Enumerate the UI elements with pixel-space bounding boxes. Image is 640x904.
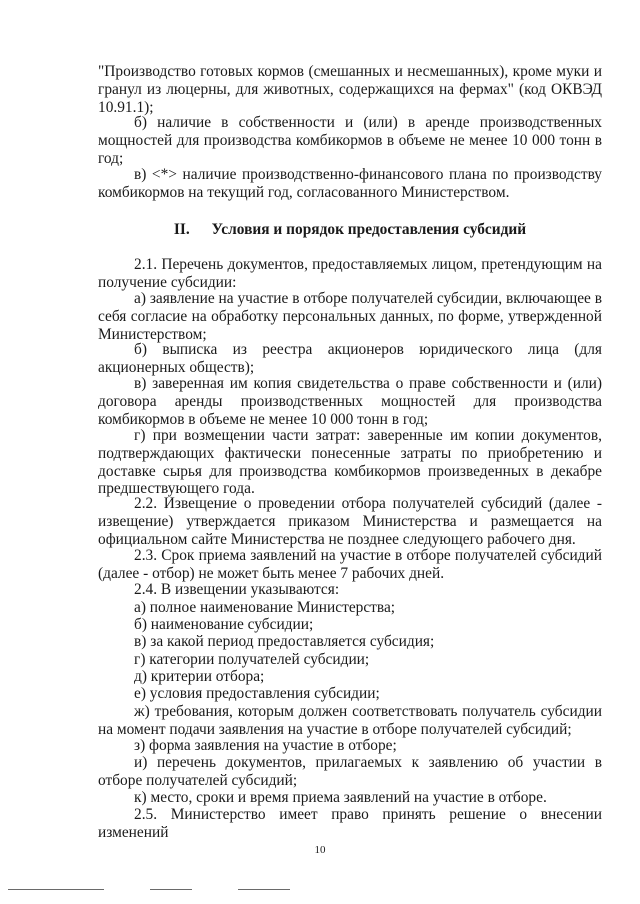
list-item-2-4-i: и) перечень документов, прилагаемых к заявлению об участии в отборе получателей субсидий;: [98, 754, 602, 789]
paragraph-criterion-v: в) <*> наличие производственно-финансового плана по производству комбикормов на текущий год, согласованного Министерством.: [98, 166, 602, 201]
list-item-2-4-k: к) место, сроки и время приема заявлений на участие в отборе.: [134, 789, 547, 806]
list-item-2-1-g: г) при возмещении части затрат: заверенные им копии документов, подтверждающих фактически понесенные затраты по приобретению и доставке сырья для производства комбикормов произведенных в декабре предшествующего года.: [98, 427, 602, 498]
list-item-2-4-g: г) категории получателей субсидии;: [134, 651, 370, 668]
list-item-2-4-z: з) форма заявления на участие в отборе;: [134, 737, 397, 754]
list-item-2-4-b: б) наименование субсидии;: [134, 616, 314, 633]
section-number: II.: [173, 221, 190, 238]
scan-edge-rule: [8, 889, 104, 890]
list-item-2-1-b: б) выписка из реестра акционеров юридического лица (для акционерных обществ);: [98, 341, 602, 376]
list-item-2-4-a: а) полное наименование Министерства;: [134, 599, 396, 616]
list-item-2-4-zh: ж) требования, которым должен соответствовать получатель субсидии на момент подачи заявления на участие в отборе получателей субсидий;: [98, 703, 602, 738]
list-item-2-4-v: в) за какой период предоставляется субсидия;: [134, 633, 435, 650]
paragraph-2-1: 2.1. Перечень документов, предоставляемых лицом, претендующим на получение субсидии:: [98, 256, 602, 291]
paragraph-2-2: 2.2. Извещение о проведении отбора получателей субсидий (далее - извещение) утверждается приказом Министерства и размещается на официальном сайте Министерства не позднее следующего рабочего дня.: [98, 495, 602, 548]
list-item-2-1-a: а) заявление на участие в отборе получателей субсидии, включающее в себя согласие на обработку персональных данных, по форме, утвержденной Министерством;: [98, 290, 602, 343]
section-title: Условия и порядок предоставления субсидий: [211, 221, 527, 238]
paragraph-okved-code: "Производство готовых кормов (смешанных и несмешанных), кроме муки и гранул из люцерны, для животных, содержащихся на фермах" (код ОКВЭД 10.91.1);: [98, 63, 602, 116]
paragraph-2-3: 2.3. Срок приема заявлений на участие в отборе получателей субсидий (далее - отбор) не может быть менее 7 рабочих дней.: [98, 547, 602, 582]
page-number: 10: [314, 844, 326, 856]
list-item-2-4-e: е) условия предоставления субсидии;: [134, 685, 380, 702]
scan-edge-rule: [238, 889, 290, 890]
scan-edge-rule: [150, 889, 192, 890]
paragraph-2-5: 2.5. Министерство имеет право принять решение о внесении изменений: [98, 806, 602, 841]
section-heading: [98, 221, 602, 239]
paragraph-2-4: 2.4. В извещении указываются:: [134, 581, 340, 598]
paragraph-criterion-b: б) наличие в собственности и (или) в аренде производственных мощностей для производства комбикормов в объеме не менее 10 000 тонн в год;: [98, 114, 602, 167]
list-item-2-1-v: в) заверенная им копия свидетельства о праве собственности и (или) договора аренды производственных мощностей для производства комбикормов в объеме не менее 10 000 тонн в год;: [98, 375, 602, 428]
list-item-2-4-d: д) критерии отбора;: [134, 668, 265, 685]
